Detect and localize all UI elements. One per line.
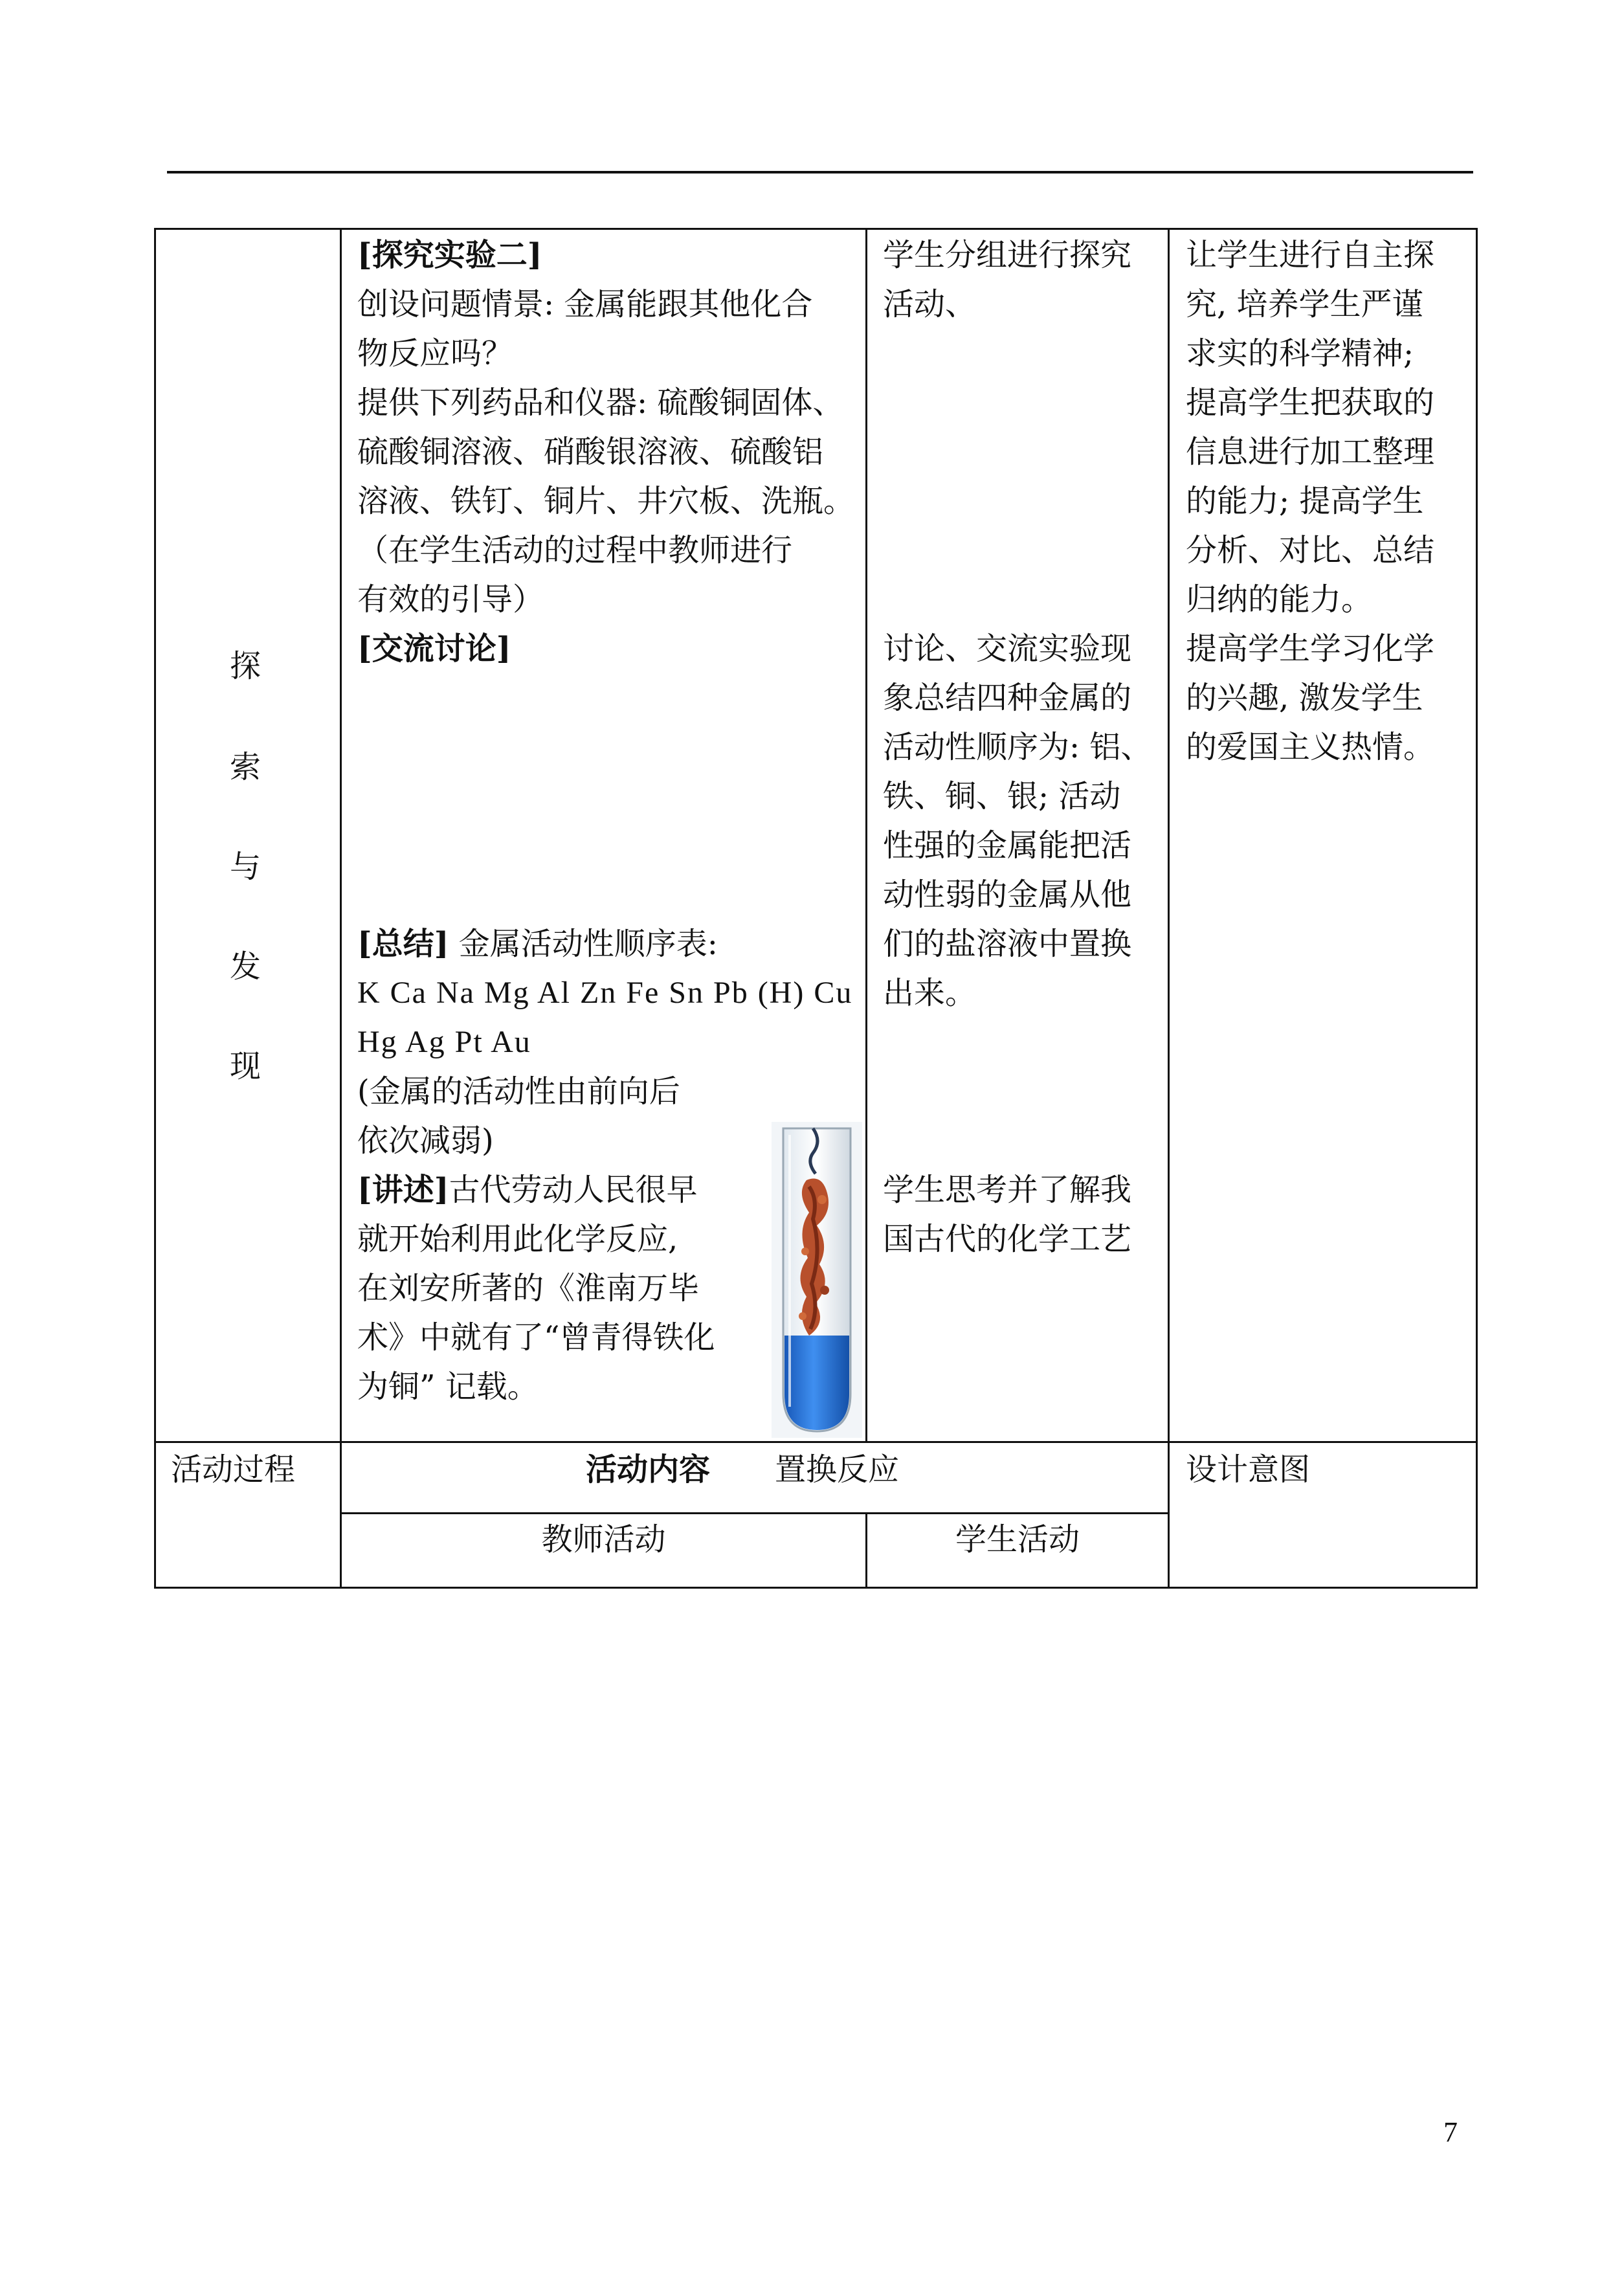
intent-label: 设计意图 [1186, 1451, 1311, 1488]
test-tube-image [770, 1122, 863, 1438]
experiment-title: [探究实验二] [357, 237, 542, 273]
process-label: 活动过程 [171, 1451, 296, 1488]
student-text: 国古代的化学工艺 [883, 1221, 1132, 1257]
intent-text: 究, 培养学生严谨 [1186, 286, 1423, 322]
table-border-left [154, 228, 156, 1589]
teacher-activity-label: 教师活动 [541, 1521, 666, 1558]
lecture-title: [讲述] [357, 1172, 449, 1208]
summary-text: 金属活动性顺序表: [458, 926, 718, 962]
activity-series: K Ca Na Mg Al Zn Fe Sn Pb (H) Cu [357, 976, 853, 1010]
content-value: 置换反应 [775, 1451, 900, 1488]
experiment-text: 物反应吗？ [357, 335, 513, 372]
intent-text: 求实的科学精神; [1186, 335, 1414, 372]
intent-text: 的能力; 提高学生 [1186, 483, 1424, 519]
student-text: 讨论、交流实验现 [883, 631, 1132, 667]
student-text: 学生分组进行探究 [883, 237, 1132, 273]
content-label [586, 1445, 899, 1494]
table-divider-2 [865, 228, 867, 1442]
intent-text: 提高学生把获取的 [1186, 385, 1435, 421]
table-border-right [1476, 228, 1478, 1589]
experiment-text: 硫酸铜溶液、硝酸银溶液、硫酸铝 [357, 434, 824, 470]
section-char: 与 [230, 849, 261, 885]
summary-title: [总结] [357, 926, 449, 962]
experiment-text: 创设问题情景: 金属能跟其他化合 [357, 286, 813, 322]
student-text: 动性弱的金属从他 [883, 877, 1132, 913]
student-activity-label: 学生活动 [955, 1521, 1080, 1558]
student-text: 学生思考并了解我 [883, 1172, 1132, 1208]
intent-column [1186, 230, 1474, 772]
intent-text: 信息进行加工整理 [1186, 434, 1435, 470]
student-text: 性强的金属能把活 [883, 827, 1132, 864]
section-char: 索 [230, 749, 261, 785]
table-divider-3 [1168, 228, 1170, 1589]
discussion-title: [交流讨论] [357, 631, 511, 667]
series-note: 依次减弱) [357, 1123, 494, 1159]
intent-text: 让学生进行自主探 [1186, 237, 1435, 273]
student-text: 铁、铜、银; 活动 [883, 778, 1121, 814]
student-discussion [883, 624, 1168, 1018]
section-char: 现 [230, 1048, 261, 1084]
series-note: (金属的活动性由前向后 [357, 1073, 680, 1110]
page-number: 7 [1443, 2116, 1458, 2148]
section-char: 发 [230, 948, 261, 985]
lecture-text: 术》中就有了“曾青得铁化 [357, 1319, 715, 1356]
activity-series: Hg Ag Pt Au [357, 1025, 531, 1059]
student-text: 象总结四种金属的 [883, 680, 1132, 716]
student-text: 出来。 [883, 975, 977, 1011]
student-text: 活动、 [883, 286, 977, 322]
intent-text: 的爱国主义热情。 [1186, 729, 1435, 765]
experiment-text: （在学生活动的过程中教师进行 [357, 532, 793, 568]
table-row-divider [154, 1441, 1478, 1443]
table-subrow-divider [340, 1512, 1170, 1514]
lecture-text: 古代劳动人民很早 [449, 1172, 698, 1208]
student-text: 活动性顺序为: 铝、 [883, 729, 1152, 765]
content-label-text: 活动内容 [586, 1451, 711, 1488]
experiment-text: 提供下列药品和仪器: 硫酸铜固体、 [357, 385, 844, 421]
intent-text: 提高学生学习化学 [1186, 631, 1435, 667]
table-border-bottom [154, 1587, 1478, 1589]
student-text: 们的盐溶液中置换 [883, 926, 1132, 962]
student-thinking [883, 1165, 1168, 1264]
student-column [883, 230, 1168, 329]
lecture-text: 就开始利用此化学反应, [357, 1221, 678, 1257]
lecture-text: 在刘安所著的《淮南万毕 [357, 1270, 700, 1306]
experiment-text: 溶液、铁钉、铜片、井穴板、洗瓶。 [357, 483, 855, 519]
section-char: 探 [230, 648, 261, 684]
intent-text: 归纳的能力。 [1186, 581, 1373, 618]
table-border-top [154, 228, 1478, 230]
header-rule [167, 171, 1473, 173]
table-divider-1 [340, 228, 342, 1589]
intent-text: 分析、对比、总结 [1186, 532, 1435, 568]
intent-text: 的兴趣, 激发学生 [1186, 680, 1423, 716]
teacher-column [357, 230, 862, 673]
lecture-text: 为铜” 记载。 [357, 1369, 539, 1405]
experiment-text: 有效的引导） [357, 581, 544, 618]
